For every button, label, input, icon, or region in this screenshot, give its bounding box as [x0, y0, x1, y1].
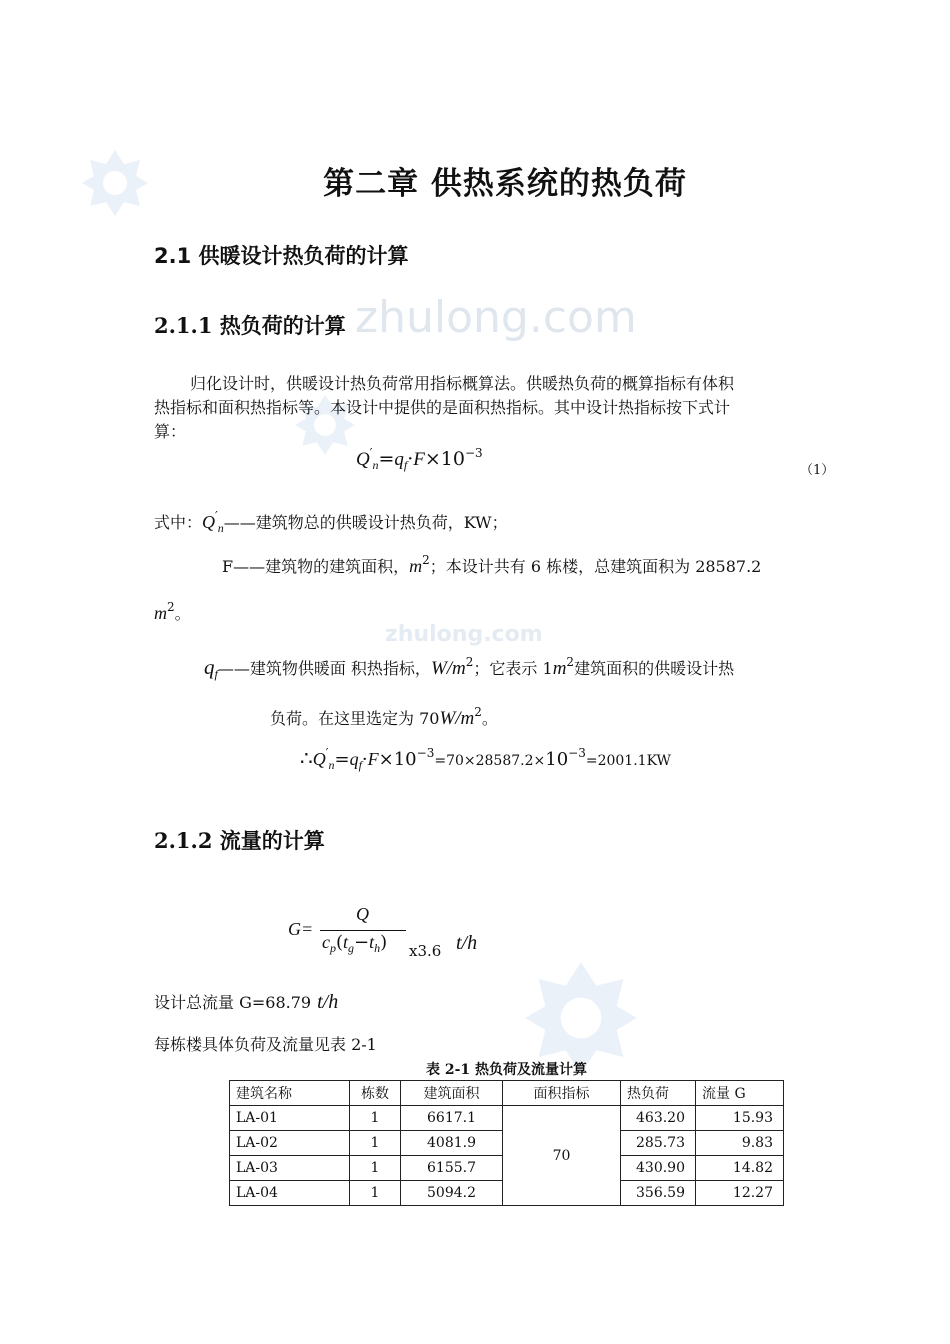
table-cell: 430.90 — [621, 1156, 696, 1181]
table-cell: 9.83 — [696, 1131, 784, 1156]
header-cell: 面积指标 — [503, 1081, 621, 1106]
header-cell: 建筑面积 — [401, 1081, 503, 1106]
equation-number: （1） — [800, 463, 835, 478]
table-cell: 5094.2 — [401, 1181, 503, 1206]
where-qf-line: $q_f——$建筑物供暖面 积热指标，$W/m^2$；它表示 $1m^2$建筑面积的供暖设计热 — [204, 655, 735, 681]
section-heading-2-1-2: 2.1.2 流量的计算 — [154, 828, 325, 853]
paragraph-line: 归化设计时，供暖设计热负荷常用指标概算法。供暖热负荷的概算指标有体积 — [190, 374, 735, 393]
qf-value-text: 负荷。在这里选定为 70 — [270, 709, 440, 728]
table-cell: LA-01 — [230, 1106, 350, 1131]
paragraph-line: 热指标和面积热指标等。本设计中提供的是面积热指标。其中设计热指标按下式计 — [154, 398, 731, 417]
section-heading-2-1: 2.1 供暖设计热负荷的计算 — [154, 244, 409, 268]
table-row — [230, 1106, 784, 1131]
header-cell: 栋数 — [350, 1081, 401, 1106]
table-cell: 285.73 — [621, 1131, 696, 1156]
heat-load-table — [229, 1080, 784, 1206]
q-description: ——建筑物总的供暖设计热负荷，KW； — [223, 513, 508, 532]
where-prefix: 式中： — [154, 513, 203, 532]
f-description-cont: ；本设计共有 6 栋楼，总建筑面积为 28587.2 — [429, 557, 762, 576]
equation-1: $Q'_n=q_f\cdot F\times 10^{-3}$ — [356, 446, 483, 472]
paragraph-line: 算： — [154, 422, 187, 441]
table-cell: 463.20 — [621, 1106, 696, 1131]
header-cell: 流量 G — [696, 1081, 784, 1106]
qf-description-end: 建筑面积的供暖设计热 — [574, 659, 735, 678]
header-cell: 建筑名称 — [230, 1081, 350, 1106]
flow-factor: x3.6 — [409, 942, 442, 960]
table-cell: 14.82 — [696, 1156, 784, 1181]
table-cell: 1 — [350, 1156, 401, 1181]
watermark-text: zhulong.com — [355, 292, 637, 343]
qf-line-end: 。 — [481, 709, 498, 728]
table-caption: 表 2-1 热负荷及流量计算 — [425, 1062, 588, 1078]
f-description-end: 。 — [174, 604, 191, 623]
table-cell: LA-02 — [230, 1131, 350, 1156]
table-cell: LA-04 — [230, 1181, 350, 1206]
table-header-row — [230, 1081, 784, 1106]
header-cell: 热负荷 — [621, 1081, 696, 1106]
section-heading-2-1-1: 2.1.1 热负荷的计算 — [154, 313, 346, 338]
table-cell: 1 — [350, 1181, 401, 1206]
result-equation: $\therefore Q'_n=q_f\cdot F\times 10^{-3}=70\times 28587.2\times 10^{-3}=2001.1KW$ — [300, 746, 671, 772]
qf-description: ——建筑物供暖面 积热指标， — [217, 659, 431, 678]
table-cell: 6617.1 — [401, 1106, 503, 1131]
total-flow-line: 设计总流量 G=68.79 t/h — [154, 991, 339, 1013]
total-flow-label: 设计总流量 G=68.79 — [154, 993, 312, 1012]
flow-equation: G= Q $c_p(t_g-t_h)$ x3.6 t/h — [288, 904, 478, 960]
table-cell: 1 — [350, 1131, 401, 1156]
table-cell: 15.93 — [696, 1106, 784, 1131]
where-qf-line-2: 负荷。在这里选定为 $70W/m^2$。 — [270, 705, 498, 729]
where-f-line-end: $m^2$。 — [154, 600, 191, 623]
result-value: =2001.1KW — [585, 753, 671, 769]
qf-description-cont: ；它表示 1 — [473, 659, 553, 678]
table-reference-line: 每栋楼具体负荷及流量见表 2-1 — [154, 1035, 377, 1054]
f-description: F——建筑物的建筑面积， — [222, 557, 410, 576]
area-index-cell: 70 — [503, 1106, 621, 1206]
watermark-snowflake-icon — [525, 962, 637, 1074]
table-cell: 356.59 — [621, 1181, 696, 1206]
table-cell: 6155.7 — [401, 1156, 503, 1181]
table-cell: 12.27 — [696, 1181, 784, 1206]
watermark-text: zhulong.com — [385, 622, 543, 647]
table-cell: 4081.9 — [401, 1131, 503, 1156]
table-cell: LA-03 — [230, 1156, 350, 1181]
chapter-title: 第二章 供热系统的热负荷 — [323, 166, 687, 202]
where-f-line: F——建筑物的建筑面积，$m^2$；本设计共有 6 栋楼，总建筑面积为 28587.2 — [222, 553, 762, 576]
table-cell: 1 — [350, 1106, 401, 1131]
result-rhs: =70×28587.2× — [434, 753, 546, 769]
where-q-line: 式中：$Q'_n——$建筑物总的供暖设计热负荷，KW； — [154, 509, 508, 535]
